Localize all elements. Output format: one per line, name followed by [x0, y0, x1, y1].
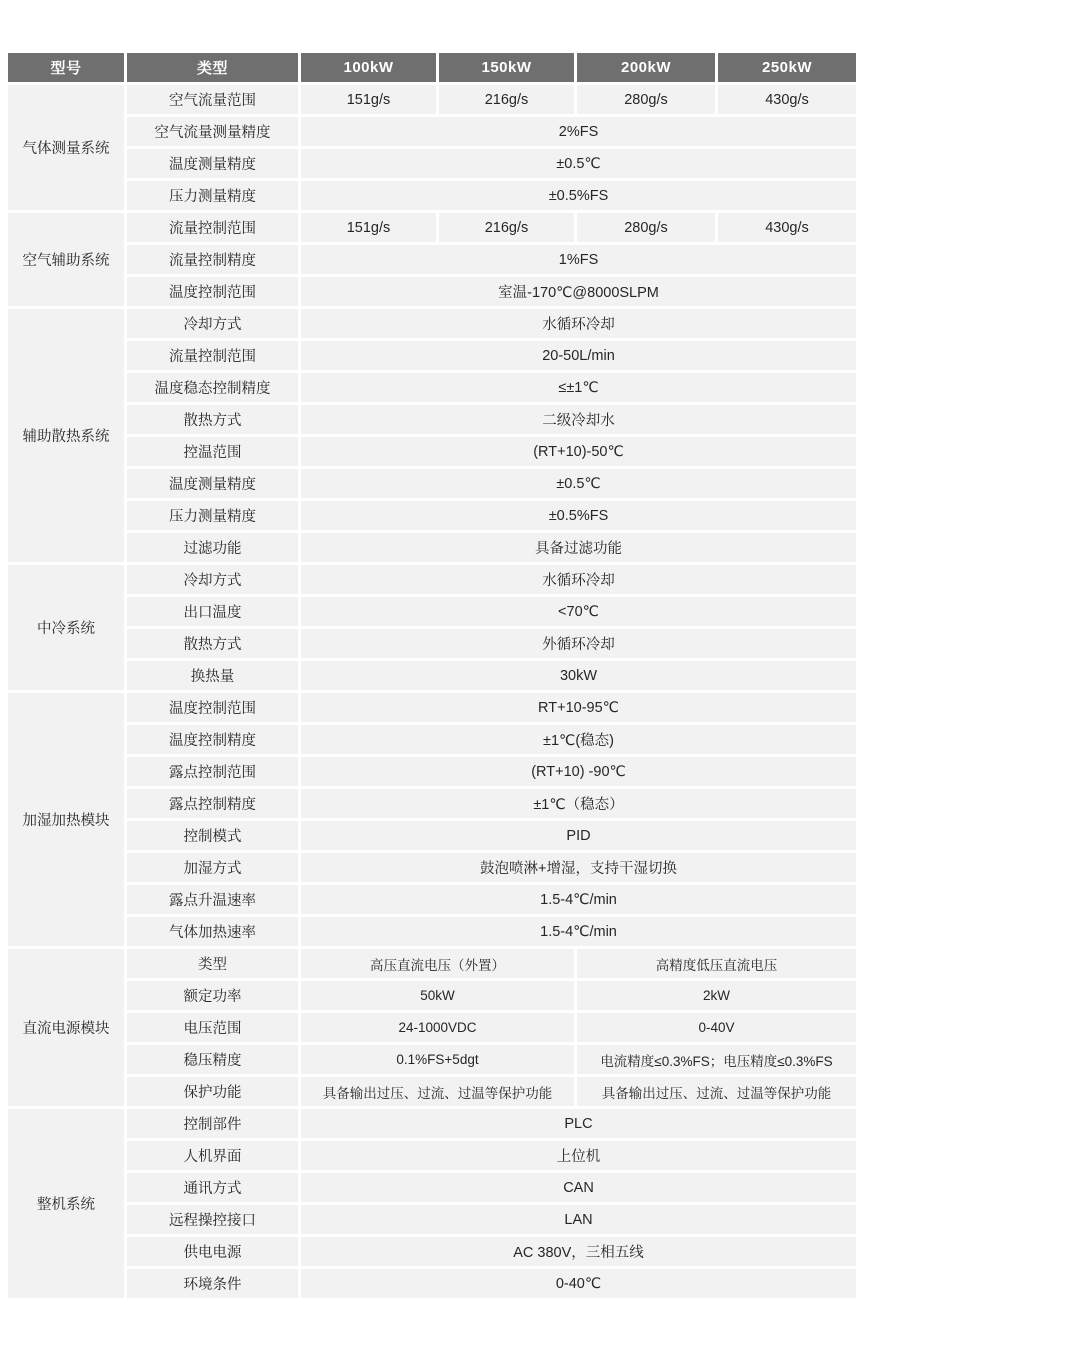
spec-value-cell: 具备输出过压、过流、过温等保护功能: [577, 1077, 856, 1106]
spec-group-0: [8, 85, 856, 210]
spec-value-cell: LAN: [301, 1205, 856, 1234]
header-cell-100kw: 100kW: [301, 53, 436, 82]
spec-label-cell: 电压范围: [127, 1013, 298, 1042]
spec-value-cell: AC 380V，三相五线: [301, 1237, 856, 1266]
table-row: [127, 501, 856, 530]
spec-label-cell: 稳压精度: [127, 1045, 298, 1074]
table-row: [127, 309, 856, 338]
spec-label-cell: 控制部件: [127, 1109, 298, 1138]
spec-label-cell: 流量控制精度: [127, 245, 298, 274]
spec-value-cell: 280g/s: [577, 213, 715, 242]
table-row: [127, 693, 856, 722]
spec-value-cell: 50kW: [301, 981, 574, 1010]
table-row: [127, 629, 856, 658]
spec-label-cell: 环境条件: [127, 1269, 298, 1298]
spec-label-cell: 控制模式: [127, 821, 298, 850]
table-row: [127, 853, 856, 882]
table-header-row: [8, 53, 856, 82]
group-name-cell: 气体测量系统: [8, 85, 124, 210]
spec-value-cell: ±0.5℃: [301, 469, 856, 498]
spec-value-cell: 二级冷却水: [301, 405, 856, 434]
table-row: [127, 1045, 856, 1074]
spec-label-cell: 空气流量范围: [127, 85, 298, 114]
spec-value-cell: 20-50L/min: [301, 341, 856, 370]
table-row: [127, 277, 856, 306]
spec-value-cell: 具备输出过压、过流、过温等保护功能: [301, 1077, 574, 1106]
table-row: [127, 1141, 856, 1170]
group-name-cell: 直流电源模块: [8, 949, 124, 1106]
header-cell-150kw: 150kW: [439, 53, 574, 82]
table-row: [127, 565, 856, 594]
spec-group-4: [8, 693, 856, 946]
group-name-cell: 空气辅助系统: [8, 213, 124, 306]
spec-label-cell: 温度稳态控制精度: [127, 373, 298, 402]
spec-value-cell: 1.5-4℃/min: [301, 885, 856, 914]
spec-value-cell: 430g/s: [718, 85, 856, 114]
spec-label-cell: 气体加热速率: [127, 917, 298, 946]
spec-label-cell: 温度测量精度: [127, 149, 298, 178]
table-row: [127, 1109, 856, 1138]
spec-value-cell: 1%FS: [301, 245, 856, 274]
table-row: [127, 117, 856, 146]
spec-value-cell: 上位机: [301, 1141, 856, 1170]
spec-value-cell: 0.1%FS+5dgt: [301, 1045, 574, 1074]
spec-value-cell: 室温-170℃@8000SLPM: [301, 277, 856, 306]
spec-value-cell: 1.5-4℃/min: [301, 917, 856, 946]
table-row: [127, 1173, 856, 1202]
table-row: [127, 885, 856, 914]
spec-group-3: [8, 565, 856, 690]
table-row: [127, 917, 856, 946]
spec-group-2: [8, 309, 856, 562]
group-rows: [127, 693, 856, 946]
spec-value-cell: 216g/s: [439, 85, 574, 114]
spec-label-cell: 露点升温速率: [127, 885, 298, 914]
spec-label-cell: 散热方式: [127, 629, 298, 658]
spec-value-cell: 430g/s: [718, 213, 856, 242]
spec-label-cell: 远程操控接口: [127, 1205, 298, 1234]
spec-label-cell: 换热量: [127, 661, 298, 690]
table-row: [127, 149, 856, 178]
table-row: [127, 373, 856, 402]
table-row: [127, 213, 856, 242]
spec-value-cell: <70℃: [301, 597, 856, 626]
spec-group-1: [8, 213, 856, 306]
header-cell-200kw: 200kW: [577, 53, 715, 82]
spec-value-cell: 151g/s: [301, 213, 436, 242]
spec-value-cell: 280g/s: [577, 85, 715, 114]
table-row: [127, 757, 856, 786]
spec-label-cell: 压力测量精度: [127, 501, 298, 530]
spec-label-cell: 供电电源: [127, 1237, 298, 1266]
table-row: [127, 661, 856, 690]
table-row: [127, 725, 856, 754]
spec-value-cell: PID: [301, 821, 856, 850]
spec-label-cell: 流量控制范围: [127, 213, 298, 242]
table-row: [127, 437, 856, 466]
table-row: [127, 1237, 856, 1266]
spec-value-cell: ≤±1℃: [301, 373, 856, 402]
table-row: [127, 1205, 856, 1234]
spec-value-cell: ±1℃(稳态): [301, 725, 856, 754]
group-name-cell: 加湿加热模块: [8, 693, 124, 946]
spec-value-cell: 高精度低压直流电压: [577, 949, 856, 978]
spec-value-cell: 216g/s: [439, 213, 574, 242]
spec-value-cell: 30kW: [301, 661, 856, 690]
group-name-cell: 中冷系统: [8, 565, 124, 690]
spec-label-cell: 流量控制范围: [127, 341, 298, 370]
group-rows: [127, 949, 856, 1106]
group-rows: [127, 85, 856, 210]
table-row: [127, 821, 856, 850]
spec-label-cell: 压力测量精度: [127, 181, 298, 210]
spec-value-cell: RT+10-95℃: [301, 693, 856, 722]
spec-label-cell: 温度测量精度: [127, 469, 298, 498]
spec-label-cell: 温度控制范围: [127, 277, 298, 306]
table-row: [127, 949, 856, 978]
table-row: [127, 789, 856, 818]
spec-value-cell: (RT+10)-50℃: [301, 437, 856, 466]
spec-value-cell: (RT+10) -90℃: [301, 757, 856, 786]
table-row: [127, 245, 856, 274]
spec-value-cell: 151g/s: [301, 85, 436, 114]
spec-label-cell: 过滤功能: [127, 533, 298, 562]
spec-value-cell: ±0.5%FS: [301, 181, 856, 210]
spec-group-5: [8, 949, 856, 1106]
spec-value-cell: 2%FS: [301, 117, 856, 146]
spec-label-cell: 出口温度: [127, 597, 298, 626]
spec-value-cell: 水循环冷却: [301, 565, 856, 594]
spec-group-6: [8, 1109, 856, 1298]
spec-value-cell: 2kW: [577, 981, 856, 1010]
table-body: [8, 85, 856, 1298]
table-row: [127, 1077, 856, 1106]
spec-label-cell: 冷却方式: [127, 309, 298, 338]
group-rows: [127, 1109, 856, 1298]
table-row: [127, 1269, 856, 1298]
spec-label-cell: 类型: [127, 949, 298, 978]
spec-label-cell: 人机界面: [127, 1141, 298, 1170]
spec-label-cell: 额定功率: [127, 981, 298, 1010]
table-row: [127, 181, 856, 210]
spec-label-cell: 控温范围: [127, 437, 298, 466]
group-name-cell: 整机系统: [8, 1109, 124, 1298]
spec-label-cell: 保护功能: [127, 1077, 298, 1106]
spec-value-cell: ±0.5%FS: [301, 501, 856, 530]
spec-value-cell: 高压直流电压（外置）: [301, 949, 574, 978]
spec-label-cell: 露点控制精度: [127, 789, 298, 818]
spec-value-cell: ±1℃（稳态）: [301, 789, 856, 818]
spec-label-cell: 空气流量测量精度: [127, 117, 298, 146]
table-row: [127, 533, 856, 562]
spec-label-cell: 露点控制范围: [127, 757, 298, 786]
table-row: [127, 981, 856, 1010]
table-row: [127, 85, 856, 114]
spec-value-cell: 鼓泡喷淋+增湿，支持干湿切换: [301, 853, 856, 882]
spec-value-cell: ±0.5℃: [301, 149, 856, 178]
spec-value-cell: 水循环冷却: [301, 309, 856, 338]
spec-value-cell: 电流精度≤0.3%FS；电压精度≤0.3%FS: [577, 1045, 856, 1074]
spec-value-cell: CAN: [301, 1173, 856, 1202]
spec-value-cell: 24-1000VDC: [301, 1013, 574, 1042]
table-row: [127, 597, 856, 626]
table-row: [127, 469, 856, 498]
spec-value-cell: 外循环冷却: [301, 629, 856, 658]
spec-value-cell: 0-40V: [577, 1013, 856, 1042]
spec-value-cell: 0-40℃: [301, 1269, 856, 1298]
group-rows: [127, 309, 856, 562]
group-name-cell: 辅助散热系统: [8, 309, 124, 562]
spec-label-cell: 冷却方式: [127, 565, 298, 594]
group-rows: [127, 565, 856, 690]
header-cell-model: 型号: [8, 53, 124, 82]
group-rows: [127, 213, 856, 306]
spec-label-cell: 温度控制范围: [127, 693, 298, 722]
spec-label-cell: 加湿方式: [127, 853, 298, 882]
header-cell-250kw: 250kW: [718, 53, 856, 82]
spec-label-cell: 通讯方式: [127, 1173, 298, 1202]
table-row: [127, 1013, 856, 1042]
spec-value-cell: 具备过滤功能: [301, 533, 856, 562]
spec-label-cell: 温度控制精度: [127, 725, 298, 754]
header-cell-type: 类型: [127, 53, 298, 82]
spec-value-cell: PLC: [301, 1109, 856, 1138]
spec-table: [8, 53, 856, 1298]
table-row: [127, 405, 856, 434]
table-row: [127, 341, 856, 370]
spec-label-cell: 散热方式: [127, 405, 298, 434]
